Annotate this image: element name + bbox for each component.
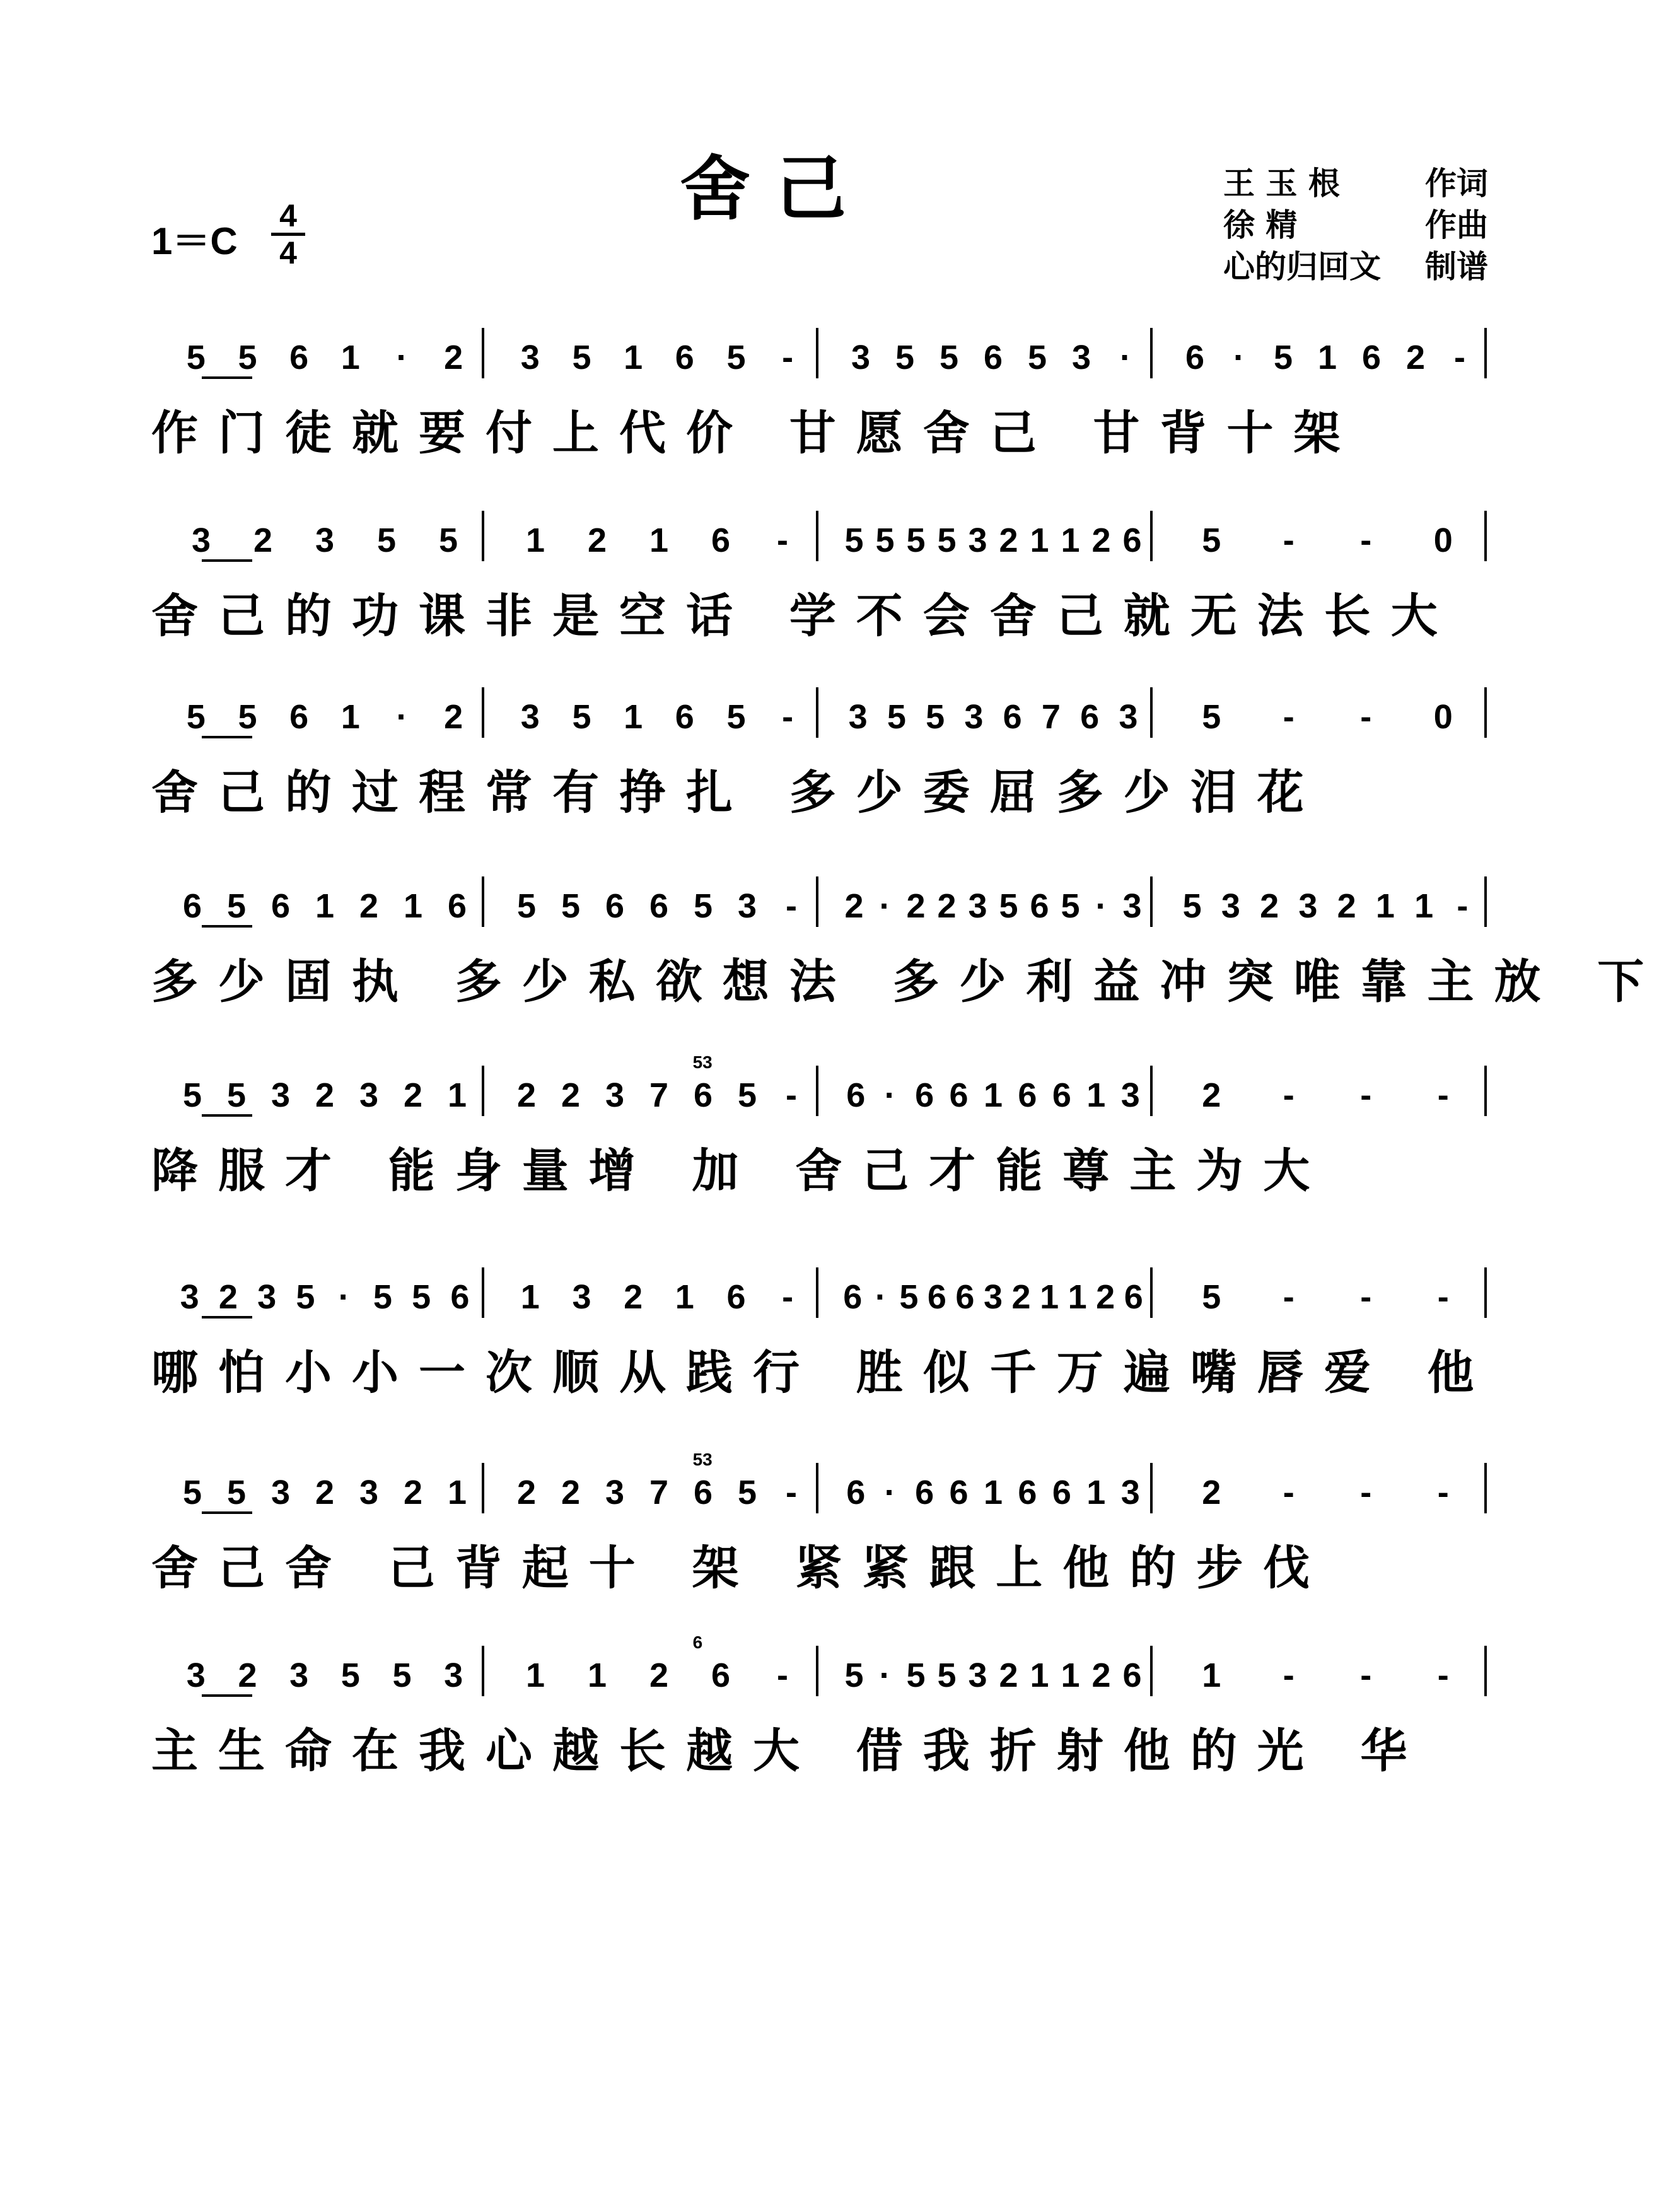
credit-role: 作曲 xyxy=(1425,207,1488,243)
note-mark: 2 xyxy=(359,887,379,925)
note-mark: 5 xyxy=(516,887,537,925)
dash-mark: - xyxy=(777,1656,788,1694)
lyrics-row: 降服才 能身量增 加 舍己才能尊主为大 xyxy=(151,1144,1330,1198)
note-mark: 3 xyxy=(968,521,987,559)
note-mark: 3 xyxy=(851,339,871,376)
note-mark: 6 xyxy=(1052,1076,1071,1114)
note-mark: 6 xyxy=(675,339,694,376)
dash-mark: - xyxy=(1283,1656,1295,1694)
lyrics-row: 舍己的功课非是空话 学不会舍己就无法长大 xyxy=(151,589,1458,643)
note-mark: 6 xyxy=(949,1474,969,1511)
note-mark: 1 xyxy=(675,1278,694,1316)
note-mark: 6 xyxy=(450,1278,470,1316)
dash-mark: - xyxy=(1283,1474,1295,1511)
note-mark: 1 xyxy=(624,339,643,376)
note-mark: 2 xyxy=(587,521,607,559)
note-mark: 3 xyxy=(186,1656,206,1694)
notation-row xyxy=(151,1627,1488,1721)
note-mark: 1 xyxy=(520,1278,540,1316)
note-mark: 2 xyxy=(561,1474,581,1511)
note-mark: 2 xyxy=(403,1474,423,1511)
note-mark: 2 xyxy=(315,1076,335,1114)
notation-svg xyxy=(151,1627,1488,1721)
note-mark: 3 xyxy=(983,1278,1003,1316)
dot-mark: · xyxy=(879,887,891,925)
note-mark: 1 xyxy=(340,339,360,376)
note-mark: 1 xyxy=(649,521,669,559)
note-mark: 3 xyxy=(359,1474,379,1511)
note-mark: 6 xyxy=(693,1076,713,1114)
note-mark: 3 xyxy=(315,521,335,559)
dash-mark: - xyxy=(1283,521,1295,559)
note-mark: 6 xyxy=(955,1278,975,1316)
note-mark: 1 xyxy=(403,887,423,925)
note-mark: 5 xyxy=(906,521,926,559)
note-mark: 1 xyxy=(447,1076,467,1114)
grace-note: 6 xyxy=(692,1633,703,1652)
dash-mark: - xyxy=(1283,698,1295,736)
dash-mark: - xyxy=(786,1076,797,1114)
note-mark: 6 xyxy=(182,887,202,925)
note-mark: 2 xyxy=(253,521,273,559)
dot-mark: · xyxy=(396,339,408,376)
grace-note: 53 xyxy=(692,1052,713,1072)
dash-mark: - xyxy=(1360,1474,1372,1511)
note-mark: 5 xyxy=(895,339,915,376)
credit-lyricist xyxy=(1223,163,1488,204)
note-mark: 3 xyxy=(289,1656,309,1694)
dash-mark: - xyxy=(1360,1076,1372,1114)
note-mark: 5 xyxy=(887,698,906,736)
note-mark: 5 xyxy=(1182,887,1202,925)
note-mark: 7 xyxy=(1041,698,1061,736)
note-mark: 6 xyxy=(447,887,467,925)
credit-transcriber xyxy=(1223,246,1488,288)
note-mark: 3 xyxy=(520,698,540,736)
note-mark: 2 xyxy=(1091,521,1111,559)
note-mark: 6 xyxy=(675,698,694,736)
note-mark: 2 xyxy=(999,521,1018,559)
note-mark: 2 xyxy=(444,698,463,736)
note-mark: 6 xyxy=(1122,521,1142,559)
note-mark: 7 xyxy=(649,1474,669,1511)
notation-row xyxy=(151,492,1488,586)
note-mark: 2 xyxy=(403,1076,423,1114)
note-mark: 0 xyxy=(1433,698,1453,736)
note-mark: 5 xyxy=(999,887,1018,925)
note-mark: 6 xyxy=(605,887,625,925)
note-mark: 5 xyxy=(226,1474,247,1511)
dash-mark: - xyxy=(1437,1278,1449,1316)
note-mark: 2 xyxy=(844,887,864,925)
note-mark: 1 xyxy=(447,1474,467,1511)
note-mark: 5 xyxy=(693,887,713,925)
note-mark: 1 xyxy=(1317,339,1337,376)
dash-mark: - xyxy=(786,1474,797,1511)
note-mark: 5 xyxy=(726,698,746,736)
note-mark: 1 xyxy=(340,698,360,736)
credit-role: 制谱 xyxy=(1425,248,1488,285)
dash-mark: - xyxy=(1437,1474,1449,1511)
lyrics-row: 多少固执 多少私欲想法 多少利益冲突唯靠主放 下 xyxy=(151,955,1664,1009)
note-mark: 3 xyxy=(1071,339,1091,376)
note-mark: 2 xyxy=(649,1656,669,1694)
note-mark: 5 xyxy=(186,698,206,736)
note-mark: 5 xyxy=(875,521,895,559)
note-mark: 2 xyxy=(561,1076,581,1114)
note-mark: 3 xyxy=(1119,698,1138,736)
note-mark: 1 xyxy=(587,1656,607,1694)
note-mark: 6 xyxy=(711,521,731,559)
notation-row xyxy=(151,1444,1488,1539)
note-mark: 3 xyxy=(191,521,211,559)
notation-row xyxy=(151,858,1488,952)
notation-svg xyxy=(151,668,1488,763)
note-mark: 3 xyxy=(271,1474,291,1511)
note-mark: 1 xyxy=(1202,1656,1221,1694)
notation-row xyxy=(151,309,1488,404)
note-mark: 2 xyxy=(238,1656,257,1694)
notation-row xyxy=(151,668,1488,763)
note-mark: 5 xyxy=(844,1656,864,1694)
note-mark: 5 xyxy=(572,339,591,376)
note-mark: 5 xyxy=(572,698,591,736)
note-mark: 1 xyxy=(315,887,335,925)
note-mark: 5 xyxy=(373,1278,392,1316)
note-mark: 5 xyxy=(737,1076,757,1114)
time-signature xyxy=(271,198,305,271)
note-mark: 5 xyxy=(926,698,945,736)
note-mark: 1 xyxy=(624,698,643,736)
note-mark: 5 xyxy=(1273,339,1293,376)
dash-mark: - xyxy=(1360,1278,1372,1316)
note-mark: 5 xyxy=(226,887,247,925)
note-mark: 2 xyxy=(1091,1656,1111,1694)
lyrics-row: 舍己的过程常有挣扎 多少委屈多少泪花 xyxy=(151,765,1324,820)
credit-role: 作词 xyxy=(1425,165,1488,202)
note-mark: 2 xyxy=(444,339,463,376)
dot-mark: · xyxy=(884,1076,896,1114)
note-mark: 6 xyxy=(1052,1474,1071,1511)
note-mark: 1 xyxy=(1030,521,1049,559)
dash-mark: - xyxy=(1457,887,1469,925)
note-mark: 3 xyxy=(444,1656,463,1694)
dot-mark: · xyxy=(338,1278,350,1316)
credit-name: 心的归回文 xyxy=(1223,248,1381,285)
notation-svg xyxy=(151,858,1488,952)
note-mark: 6 xyxy=(1122,1656,1142,1694)
dash-mark: - xyxy=(1283,1076,1295,1114)
note-mark: 5 xyxy=(238,698,257,736)
note-mark: 6 xyxy=(711,1656,731,1694)
note-mark: 2 xyxy=(999,1656,1018,1694)
note-mark: 5 xyxy=(238,339,257,376)
note-mark: 3 xyxy=(737,887,757,925)
note-mark: 2 xyxy=(315,1474,335,1511)
note-mark: 2 xyxy=(1337,887,1356,925)
dot-mark: · xyxy=(1095,887,1107,925)
note-mark: 3 xyxy=(848,698,868,736)
notation-row xyxy=(151,1249,1488,1343)
note-mark: 6 xyxy=(271,887,291,925)
note-mark: 6 xyxy=(915,1076,934,1114)
lyrics-row: 哪怕小小一次顺从践行 胜似千万遍嘴唇爱 他 xyxy=(151,1346,1494,1400)
note-mark: 3 xyxy=(1122,887,1142,925)
credit-composer xyxy=(1223,204,1488,246)
key-signature: 1＝C xyxy=(151,220,238,262)
note-mark: 5 xyxy=(726,339,746,376)
note-mark: 5 xyxy=(438,521,458,559)
note-mark: 1 xyxy=(1061,521,1080,559)
note-mark: 3 xyxy=(964,698,984,736)
lyrics-row: 作门徒就要付上代价 甘愿舍己 甘背十架 xyxy=(151,406,1361,460)
note-mark: 5 xyxy=(376,521,397,559)
note-mark: 5 xyxy=(937,521,957,559)
note-mark: 2 xyxy=(937,887,957,925)
note-mark: 5 xyxy=(182,1076,202,1114)
notation-row xyxy=(151,1047,1488,1141)
note-mark: 3 xyxy=(968,1656,987,1694)
note-mark: 6 xyxy=(289,698,309,736)
note-mark: 5 xyxy=(906,1656,926,1694)
dot-mark: · xyxy=(879,1656,891,1694)
dash-mark: - xyxy=(777,521,788,559)
note-mark: 2 xyxy=(906,887,926,925)
note-mark: 1 xyxy=(983,1474,1003,1511)
note-mark: 3 xyxy=(572,1278,591,1316)
note-mark: 0 xyxy=(1433,521,1453,559)
note-mark: 6 xyxy=(289,339,309,376)
note-mark: 6 xyxy=(1018,1474,1037,1511)
note-mark: 6 xyxy=(1030,887,1049,925)
note-mark: 5 xyxy=(1202,698,1221,736)
note-mark: 5 xyxy=(1027,339,1047,376)
note-mark: 6 xyxy=(1018,1076,1037,1114)
note-mark: 2 xyxy=(1260,887,1279,925)
note-mark: 6 xyxy=(927,1278,946,1316)
note-mark: 1 xyxy=(1086,1474,1106,1511)
note-mark: 5 xyxy=(1202,1278,1221,1316)
note-mark: 3 xyxy=(271,1076,291,1114)
note-mark: 5 xyxy=(1202,521,1221,559)
notation-svg xyxy=(151,1444,1488,1539)
note-mark: 1 xyxy=(1375,887,1395,925)
note-mark: 6 xyxy=(1185,339,1205,376)
note-mark: 6 xyxy=(949,1076,969,1114)
note-mark: 6 xyxy=(649,887,669,925)
note-mark: 6 xyxy=(726,1278,746,1316)
lyrics-row: 主生命在我心越长越大 借我折射他的光 华 xyxy=(151,1724,1428,1778)
dot-mark: · xyxy=(396,698,408,736)
note-mark: 6 xyxy=(1124,1278,1143,1316)
note-mark: 3 xyxy=(180,1278,199,1316)
dash-mark: - xyxy=(1360,521,1372,559)
note-mark: 5 xyxy=(844,521,864,559)
dash-mark: - xyxy=(782,698,794,736)
note-mark: 5 xyxy=(296,1278,315,1316)
notation-svg xyxy=(151,1047,1488,1141)
note-mark: 6 xyxy=(1003,698,1022,736)
note-mark: 6 xyxy=(843,1278,863,1316)
note-mark: 5 xyxy=(1061,887,1080,925)
note-mark: 2 xyxy=(1096,1278,1115,1316)
note-mark: 5 xyxy=(561,887,581,925)
dash-mark: - xyxy=(786,887,797,925)
note-mark: 2 xyxy=(1011,1278,1031,1316)
note-mark: 5 xyxy=(392,1656,412,1694)
credit-name: 王 玉 根 xyxy=(1223,165,1340,202)
note-mark: 3 xyxy=(1221,887,1240,925)
note-mark: 6 xyxy=(1080,698,1100,736)
notation-svg xyxy=(151,492,1488,586)
notation-svg xyxy=(151,309,1488,404)
note-mark: 2 xyxy=(1405,339,1426,376)
note-mark: 3 xyxy=(359,1076,379,1114)
dash-mark: - xyxy=(1360,1656,1372,1694)
dash-mark: - xyxy=(1360,698,1372,736)
credits xyxy=(1223,163,1488,288)
note-mark: 3 xyxy=(605,1076,625,1114)
note-mark: 6 xyxy=(1361,339,1382,376)
note-mark: 5 xyxy=(186,339,206,376)
grace-note: 53 xyxy=(692,1450,713,1469)
note-mark: 6 xyxy=(693,1474,713,1511)
note-mark: 1 xyxy=(1061,1656,1080,1694)
credit-name: 徐 精 xyxy=(1223,207,1298,243)
note-mark: 6 xyxy=(983,339,1003,376)
dash-mark: - xyxy=(1437,1076,1449,1114)
note-mark: 7 xyxy=(649,1076,669,1114)
note-mark: 1 xyxy=(525,521,545,559)
dot-mark: · xyxy=(884,1474,896,1511)
note-mark: 1 xyxy=(1414,887,1434,925)
dash-mark: - xyxy=(1283,1278,1295,1316)
time-signature-bottom: 4 xyxy=(279,235,297,271)
note-mark: 5 xyxy=(737,1474,757,1511)
note-mark: 5 xyxy=(182,1474,202,1511)
note-mark: 5 xyxy=(899,1278,919,1316)
note-mark: 2 xyxy=(624,1278,643,1316)
note-mark: 3 xyxy=(1298,887,1318,925)
note-mark: 3 xyxy=(520,339,540,376)
note-mark: 6 xyxy=(915,1474,934,1511)
note-mark: 3 xyxy=(968,887,987,925)
note-mark: 2 xyxy=(516,1076,537,1114)
dash-mark: - xyxy=(1454,339,1465,376)
dash-mark: - xyxy=(1437,1656,1449,1694)
note-mark: 1 xyxy=(1040,1278,1059,1316)
note-mark: 2 xyxy=(1202,1076,1221,1114)
note-mark: 1 xyxy=(525,1656,545,1694)
note-mark: 1 xyxy=(1086,1076,1106,1114)
notation-svg xyxy=(151,1249,1488,1343)
dot-mark: · xyxy=(1233,339,1245,376)
note-mark: 1 xyxy=(1068,1278,1087,1316)
lyrics-row: 舍己舍 己背起十 架 紧紧跟上他的步伐 xyxy=(151,1541,1330,1595)
note-mark: 2 xyxy=(1202,1474,1221,1511)
time-signature-top: 4 xyxy=(279,198,297,233)
note-mark: 5 xyxy=(937,1656,957,1694)
note-mark: 3 xyxy=(605,1474,625,1511)
note-mark: 5 xyxy=(340,1656,360,1694)
note-mark: 5 xyxy=(226,1076,247,1114)
note-mark: 3 xyxy=(1120,1474,1140,1511)
note-mark: 5 xyxy=(412,1278,431,1316)
song-title: 舍己 xyxy=(680,148,871,230)
dot-mark: · xyxy=(875,1278,887,1316)
note-mark: 5 xyxy=(939,339,959,376)
dot-mark: · xyxy=(1120,339,1131,376)
dash-mark: - xyxy=(782,1278,794,1316)
note-mark: 6 xyxy=(846,1076,866,1114)
note-mark: 6 xyxy=(846,1474,866,1511)
note-mark: 3 xyxy=(1120,1076,1140,1114)
note-mark: 2 xyxy=(218,1278,238,1316)
dash-mark: - xyxy=(782,339,794,376)
note-mark: 1 xyxy=(983,1076,1003,1114)
note-mark: 1 xyxy=(1030,1656,1049,1694)
note-mark: 3 xyxy=(257,1278,277,1316)
note-mark: 2 xyxy=(516,1474,537,1511)
